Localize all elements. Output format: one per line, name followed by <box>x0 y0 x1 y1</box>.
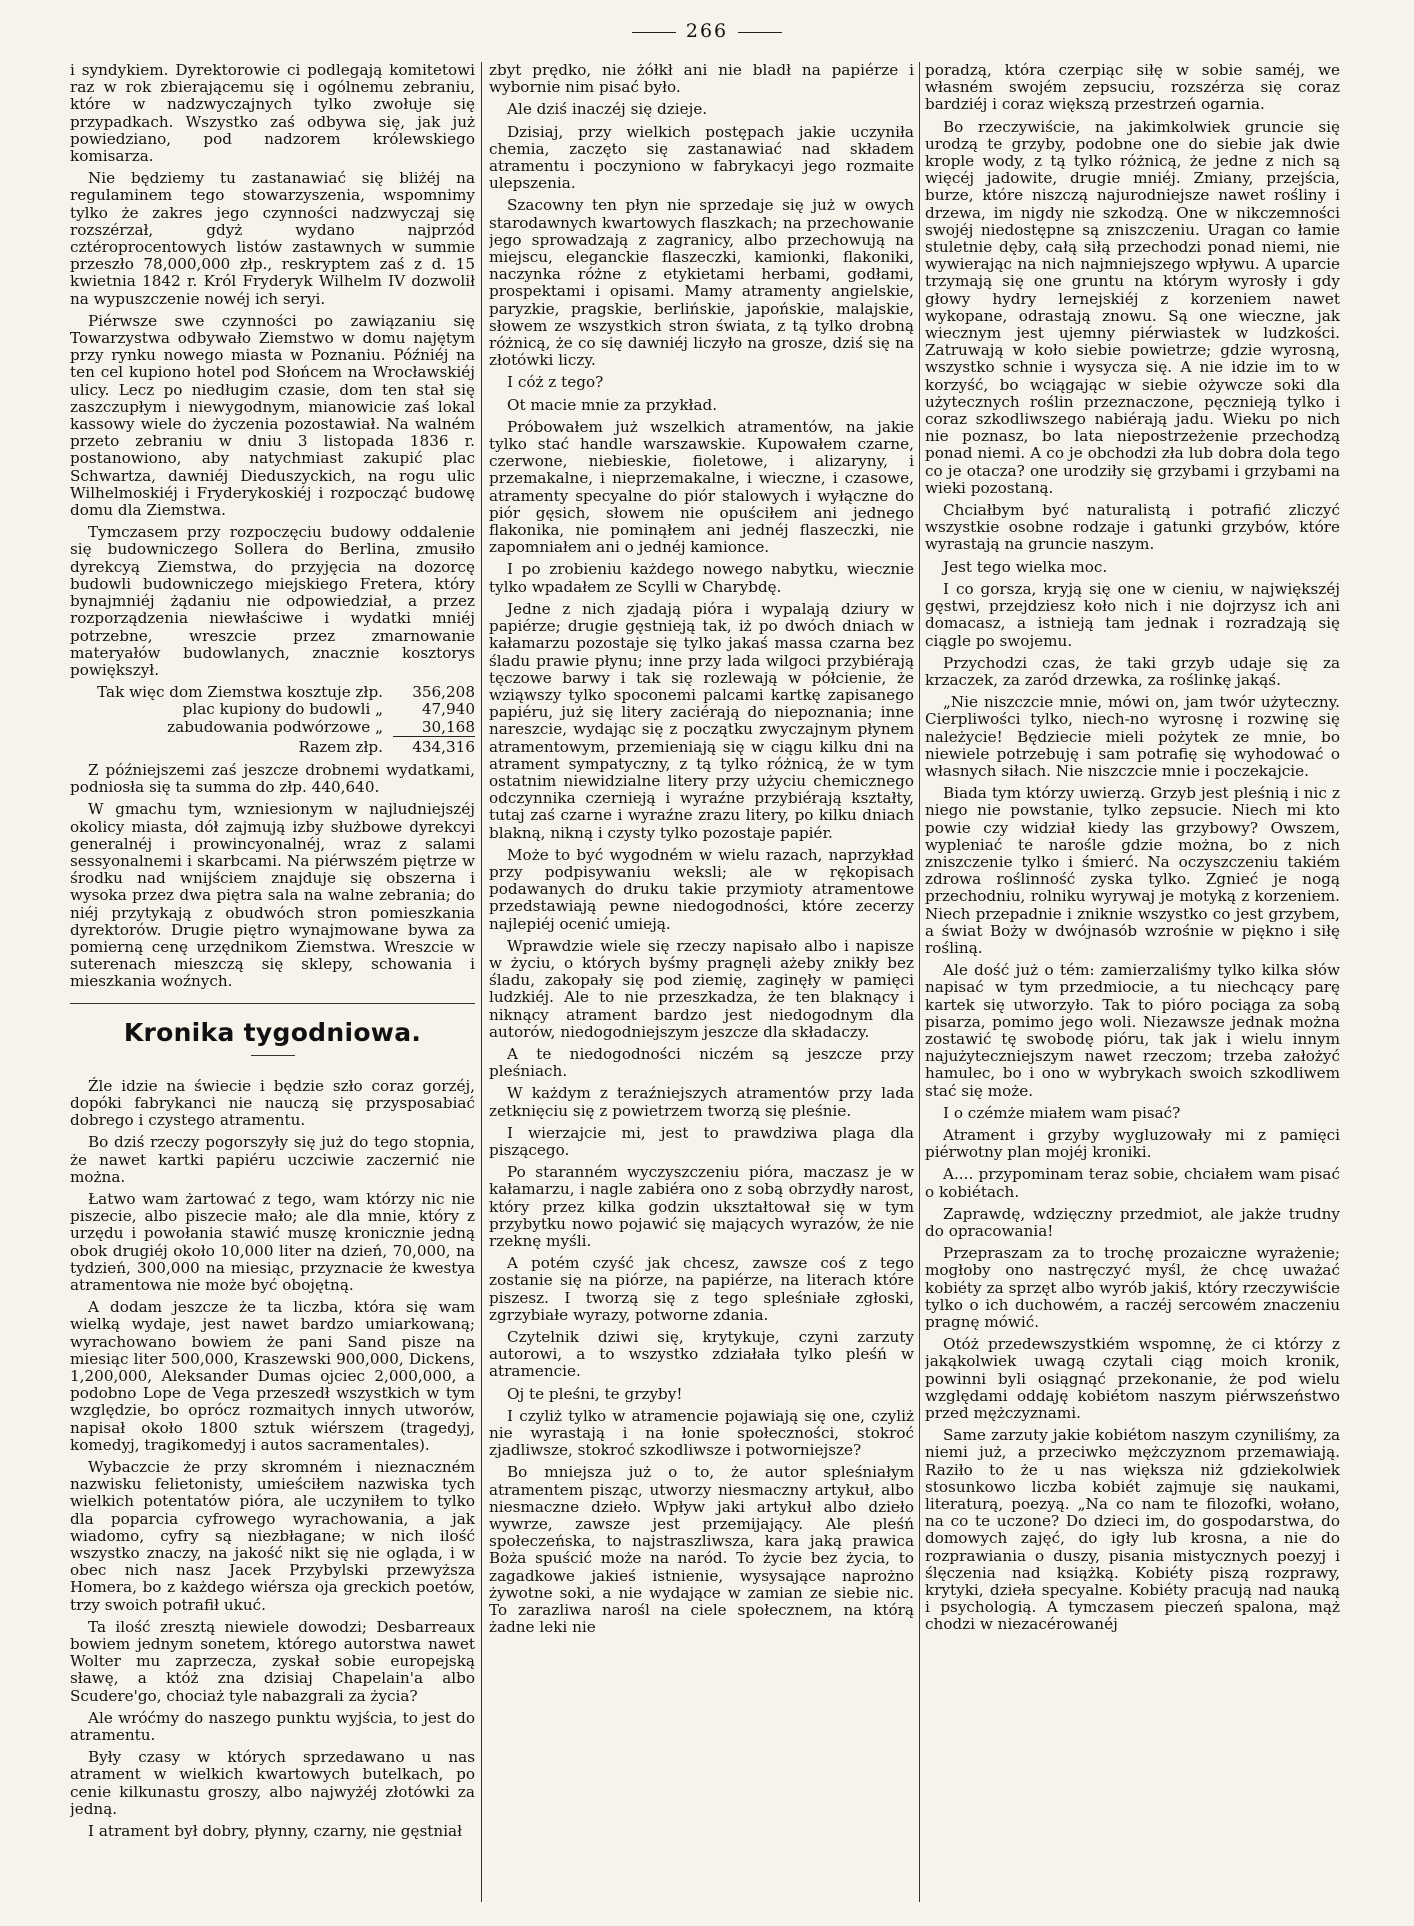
paragraph: Zaprawdę, wdzięczny przedmiot, ale jakże trudny do opracowania! <box>925 1204 1340 1240</box>
paragraph: Były czasy w których sprzedawano u nas atrament w wielkich kwartowych butelkach, po cenie kilkunastu groszy, albo najwyżéj złotówki za jedną. <box>70 1748 475 1818</box>
paragraph: W każdym z teraźniejszych atramentów przy lada zetknięciu się z powietrzem tworzą się pleśnie. <box>489 1084 914 1120</box>
paragraph: Ale dość już o tém: zamierzaliśmy tylko kilka słów napisać w tym przedmiocie, a tu niechcący parę kartek się utworzyło. Tak to pióro pociąga za sobą pisarza, pomimo jego woli. Niezawsze jednak można zostawić tę swobodę pióru, tak jak i wielu innym najużyteczniejszym nawet rzeczom; trzeba założyć hamulec, bo i ono w wybrykach swoich szkodliwem stać się może. <box>925 961 1340 1100</box>
section-divider <box>70 1003 475 1004</box>
paragraph: Wprawdzie wiele się rzeczy napisało albo i napisze w życiu, o których byśmy pragnęli ażeby znikły bez śladu, zakopały się pod ziemię, zaginęły w pamięci ludzkiéj. Ale to nie przeszkadza, że ten blaknący i niknący atrament bardzo jest niedogodnym dla autorów, niedogodniejszym jeszcze dla składaczy. <box>489 936 914 1041</box>
column-divider-right <box>919 62 920 1902</box>
paragraph: Tymczasem przy rozpoczęciu budowy oddalenie się budowniczego Sollera do Berlina, zmusiło dyrekcyą Ziemstwa, do przyjęcia na dozorcę budowli budowniczego miejskiego Fretera, który bynajmniéj żądaniu nie odpowiedział, a przez rozporządzenia niewłaściwe i wydatki mniéj potrzebne, wreszcie przez zmarnowanie materyałów budowlanych, znacznie kosztorys powiększył. <box>70 523 475 679</box>
cost-amount: 30,168 <box>421 717 475 736</box>
paragraph: Dzisiaj, przy wielkich postępach jakie uczyniła chemia, zaczęto się zastanawiać nad składem atramentu i poczyniono w fabrykacyi jego rozmaite ulepszenia. <box>489 122 914 193</box>
column-2 <box>489 62 914 1902</box>
paragraph: Ot macie mnie za przykład. <box>507 395 718 414</box>
paragraph: Jedne z nich zjadają pióra i wypalają dziury w papiérze; drugie gęstnieją tak, iż po dwóch dniach w kałamarzu pozostaje się tylko jakaś massa czarna bez śladu prawie płynu; inne przy lada wilgoci przybiérają tęczowe barwy i tak się rozlewają w półcienie, że wziąwszy tylko spoconemi palcami kartkę zapisanego papiéru, już się litery zaciérają do niepoznania; inne nareszcie, wydając się z początku zwyczajnym płynem atramentowym, przemieniają się w ciągu kilku dni na atrament sympatyczny, z tą tylko różnicą, że w tym ostatnim niewidzialne litery przy użyciu chemicznego odczynnika czernieją i wyraźne przybiérają kształty, tutaj zaś czarne i wyraźne zrazu litery, po kilku dniach blakną, nikną i czysty tylko pozostaje papiér. <box>489 599 914 842</box>
paragraph: Ale wróćmy do naszego punktu wyjścia, to jest do atramentu. <box>70 1708 475 1745</box>
paragraph: i syndykiem. Dyrektorowie ci podlegają komitetowi raz w rok zbierającemu się i ogólnemu zebraniu, które w nadzwyczajnych tylko zwołuje się przypadkach. Wszystko zaś odbywa się, jak już powiedziano, pod nadzorem królewskiego komisarza. <box>70 62 475 166</box>
title-underline <box>251 1055 295 1056</box>
paragraph: zbyt prędko, nie żółkł ani nie bladł na papiérze i wybornie nim pisać było. <box>489 62 914 97</box>
cost-label: Tak więc dom Ziemstwa kosztuje złp. <box>97 683 383 702</box>
paragraph: I wierzajcie mi, jest to prawdziwa plaga dla piszącego. <box>489 1123 914 1159</box>
paragraph: I atrament był dobry, płynny, czarny, nie gęstniał <box>88 1822 463 1841</box>
paragraph: Atrament i grzyby wygluzowały mi z pamięci piérwotny plan mojéj kroniki. <box>925 1125 1340 1162</box>
paragraph: I czyliż tylko w atramencie pojawiają się one, czyliż nie wyrastają i na łonie społeczności, stokroć zjadliwsze, stokroć szkodliwsze i potworniejsze? <box>489 1406 914 1460</box>
paragraph: Bo rzeczywiście, na jakimkolwiek gruncie się urodzą te grzyby, podobne one do siebie jak dwie krople wody, z tą tylko różnicą, że jedne z nich są więcéj jadowite, drugie mniéj. Zmiany, przejścia, burze, które niszczą najurodniejsze nawet rośliny i drzewa, im nigdy nie szkodzą. One w nikczemności swojéj niedostępne są zniszczeniu. Uragan co łamie stuletnie dęby, całą siłą przechodzi ponad niemi, nie wywierając na nich najmniejszego wpływu. A uparcie trzymają się one gruntu na którym wyrosły i gdy głowy hydry lernejskiéj z korzeniem nawet wykopane, odrastają znowu. Są one wieczne, jak wiecznym jest ujemny piérwiastek w ludzkości. Zatruwają w koło siebie powietrze; gdzie wyrosną, wszystko schnie i wysycza się. A nie idzie im to w korzyść, bo wciągając w siebie ożywcze soki dla użytecznych roślin przeznaczone, pęcznieją tylko i coraz szkodliwszego nabiérają jadu. Wieku po nich nie poznasz, bo lata niepostrzeżenie przechodzą ponad niemi. A co je obchodzi zła lub dobra dola tego co je otacza? one urodziły się grzybami i grzybami na wieki pozostaną. <box>925 117 1340 497</box>
cost-row <box>70 719 475 736</box>
paragraph: Piérwsze swe czynności po zawiązaniu się Towarzystwa odbywało Ziemstwo w domu najętym przy rynku nowego miasta w Poznaniu. Późniéj na ten cel kupiono hotel pod Słońcem na Wrocławskiéj ulicy. Lecz po niedługim czasie, dom ten stał się zaszczupłym i niewygodnym, mianowicie zaś lokal kassowy wiele do życzenia pozostawiał. Na walném przeto zebraniu w dniu 3 listopada 1836 r. postanowiono, aby natychmiast zakupić plac Schwartza, dawniéj Dieduszyckich, na rogu ulic Wilhelmoskiéj i Fryderykoskiéj i rozpocząć budowę domu dla Ziemstwa. <box>70 311 475 520</box>
paragraph: Źle idzie na świecie i będzie szło coraz gorzéj, dopóki fabrykanci nie nauczą się przysposabiać dobrego i czystego atramentu. <box>70 1076 475 1130</box>
paragraph: Próbowałem już wszelkich atramentów, na jakie tylko stać handle warszawskie. Kupowałem czarne, czerwone, niebieskie, fioletowe, i alizaryny, i przemakalne, i nieprzemakalne, i wieczne, i czasowe, atramenty specyalne do piór stalowych i wyłączne do piór gęsich, słowem nie opuściłem ani jednego flakonika, nie pominąłem ani jednéj flaszeczki, nie zapomniałem ani o jednéj kamionce. <box>489 417 914 557</box>
paragraph: I co gorsza, kryją się one w cieniu, w największéj gęstwi, przejdziesz koło nich i nie dojrzysz ich ani domacasz, a istnieją tam jednak i rozradzają się ciągle po swojemu. <box>925 579 1340 650</box>
paragraph: A dodam jeszcze że ta liczba, która się wam wielką wydaje, jest nawet bardzo umiarkowaną; wyrachowano bowiem że pani Sand pisze na miesiąc liter 500,000, Kraszewski 900,000, Dickens, 1,200,000, Aleksander Dumas ojciec 2,000,000, a podobno Lope de Vega przeszedł wszystkich w tym względzie, bo oprócz rozmaitych innych utworów, napisał około 1800 sztuk wiérszem (tragedyj, komedyj, tragikomedyj i autos sacramentales). <box>70 1298 475 1454</box>
cost-total-row <box>70 736 475 756</box>
section-title: Kronika tygodniowa. <box>123 1017 422 1047</box>
paragraph: Łatwo wam żartować z tego, wam którzy nic nie piszecie, albo piszecie mało; ale dla mnie, który z urzędu i powołania stawić muszę kronicznie jedną obok drugiéj około 10,000 liter na dzień, 70,000, na tydzień, 300,000 na miesiąc, przyznacie że kwestya atramentowa nie może być obojętną. <box>70 1189 475 1294</box>
paragraph: Przychodzi czas, że taki grzyb udaje się za krzaczek, za zaród drzewka, za roślinkę jakąś. <box>925 653 1340 689</box>
paragraph: I po zrobieniu każdego nowego nabytku, wiecznie tylko wpadałem ze Scylli w Charybdę. <box>489 560 914 596</box>
paragraph: A te niedogodności niczém są jeszcze przy pleśniach. <box>489 1044 914 1081</box>
paragraph: Bo mniejsza już o to, że autor spleśniałym atramentem pisząc, utworzy niesmaczny artykuł, albo niesmaczne dzieło. Wpływ jaki artykuł albo dzieło wywrze, zawsze jest przemijający. Ale pleśń społeczeńska, to najstraszliwsza, kara jaką prawica Boża spuścić może na naród. To życie bez życia, to zagadkowe jakieś istnienie, wysysające naprożno żywotne soki, a nie wydające w zamian ze siebie nic. To zarazliwa narośl na ciele społecznem, na którą żadne leki nie <box>489 1463 914 1637</box>
paragraph: I cóż z tego? <box>507 373 604 392</box>
paragraph: Chciałbym być naturalistą i potrafić zliczyć wszystkie osobne rodzaje i gatunki grzybów, które wyrastają na gruncie naszym. <box>925 501 1340 554</box>
cost-row <box>70 701 475 718</box>
page-number: 266 <box>0 20 1414 42</box>
paragraph: Szacowny ten płyn nie sprzedaje się już w owych starodawnych kwartowych flaszkach; na przechowanie jego sprowadzają z zagranicy, albo przechowują na miejscu, eleganckie flaszeczki, kamionki, flakoniki, naczynka różne z etykietami herbami, godłami, prospektami i opisami. Mamy atramenty angielskie, paryzkie, pragskie, berlińskie, japońskie, malajskie, słowem ze wszystkich stron świata, z tą tylko drobną różnicą, że co się dawniéj liczyło na grosze, dziś się na złotówki liczy. <box>489 196 914 370</box>
paragraph: Otóż przedewszystkiém wspomnę, że ci którzy z jakąkolwiek uwagą czytali ciąg moich kronik, powinni byli osiągnąć przekonanie, że pod wielu względami oddaję kobiétom naszym piérwszeństwo przed mężczyznami. <box>925 1335 1340 1423</box>
paragraph: A.... przypominam teraz sobie, chciałem wam pisać o kobiétach. <box>925 1165 1340 1201</box>
paragraph: Czytelnik dziwi się, krytykuje, czyni zarzuty autorowi, a to wszystko zdziałała tylko pleśń w atramencie. <box>489 1328 914 1381</box>
cost-table <box>70 684 475 756</box>
paragraph: I o czémże miałem wam pisać? <box>943 1103 1181 1122</box>
cost-total-amount: 434,316 <box>393 736 475 756</box>
paragraph: Bo dziś rzeczy pogorszyły się już do tego stopnia, że nawet kartki papiéru uczciwie zaczernić nie można. <box>70 1133 475 1186</box>
paragraph: Z późniejszemi zaś jeszcze drobnemi wydatkami, podniosła się ta summa do złp. 440,640. <box>70 760 475 797</box>
paragraph: „Nie niszczcie mnie, mówi on, jam twór użyteczny. Cierpliwości tylko, niech-no wyrosnę i rozwinę się należycie! Będziecie mieli pożytek ze mnie, bo niewiele potrzebuję i sam potrafię się wyhodować o własnych siłach. Nie niszczcie mnie i poczekajcie. <box>925 693 1340 780</box>
cost-amount: 47,940 <box>421 700 475 719</box>
paragraph: poradzą, która czerpiąc siłę w sobie saméj, we własném swojém zepsuciu, rozszérza się coraz bardziéj i coraz większą przestrzeń ogarnia. <box>925 62 1340 114</box>
paragraph: Może to być wygodném w wielu razach, naprzykład przy podpisywaniu weksli; ale w rękopisach podawanych do druku takie przymioty atramentowe przedstawiają pewne niedogodności, które zecerzy najlepiéj ocenić umieją. <box>489 845 914 933</box>
cost-amount: 356,208 <box>412 683 475 702</box>
cost-total-label: Razem złp. <box>298 737 383 756</box>
paragraph: A potém czyść jak chcesz, zawsze coś z tego zostanie się na piórze, na papiérze, na literach które piszesz. I tworzą się z tego spleśniałe zgłoski, zgrzybiałe wyrazy, potworne zdania. <box>489 1254 914 1324</box>
paragraph: Przepraszam za to trochę prozaiczne wyrażenie; mogłoby ono nastręczyć myśl, że chcę uważać kobiéty za sprzęt albo wyrób jakiś, który rzeczywiście tylko o ich duchowém, a raczéj sercowém znaczeniu pragnę mówić. <box>925 1244 1340 1332</box>
paragraph: Oj te pleśni, te grzyby! <box>507 1384 683 1403</box>
column-divider-left <box>481 62 482 1902</box>
paragraph: Biada tym którzy uwierzą. Grzyb jest pleśnią i nic z niego nie powstanie, tylko zepsucie. Niech mi kto powie czy widział kiedy las grzybowy? Owszem, wypleniać te narośle gdzie można, bo z nich zniszczenie tylko i śmierć. Na oczyszczeniu takiém zdrowa roślinność zyska tylko. Zgnieć je nogą przechodniu, rolniku wyrywaj je motyką z korzeniem. Niech przepadnie i zniknie wszystko co jest grzybem, a świat Boży w dwójnasób wzrośnie w piękno i siłę rośliną. <box>925 784 1340 957</box>
paragraph: Nie będziemy tu zastanawiać się bliżéj na regulaminem tego stowarzyszenia, wspomnimy tylko że zakres jego czynności nadzwyczaj się rozszérzał, gdyż wydano najprzód cztéroprocentowych listów zastawnych w summie przeszło 78,000,000 złp., reskryptem zaś z d. 15 kwietnia 1842 r. Król Fryderyk Wilhelm IV dozwolił na wypuszczenie nowéj ich seryi. <box>70 169 475 308</box>
column-3 <box>925 62 1340 1902</box>
cost-row <box>70 684 475 701</box>
cost-label: plac kupiony do budowli „ <box>182 700 383 719</box>
column-1 <box>70 62 475 1902</box>
cost-label: zabudowania podwórzowe „ <box>167 717 383 736</box>
paragraph: Po staranném wyczyszczeniu pióra, maczasz je w kałamarzu, i nagle zabiéra ono z sobą obrzydły narost, który przez kilka godzin ukształtował się w tym przybytku nowo pojawić się mających wyrazów, że nie rzeknę myśli. <box>489 1163 914 1250</box>
paragraph: Ale dziś inaczéj się dzieje. <box>507 100 708 119</box>
paragraph: Ta ilość zresztą niewiele dowodzi; Desbarreaux bowiem jednym sonetem, którego autorstwa nawet Wolter mu zaprzecza, zyskał sobie europejską sławę, a któż zna dzisiaj Chapelain'a albo Scudere'go, chociaż tyle nabazgrali za życia? <box>70 1617 475 1705</box>
paragraph: Jest tego wielka moc. <box>943 557 1108 576</box>
paragraph: W gmachu tym, wzniesionym w najludniejszéj okolicy miasta, dół zajmują izby służbowe dyrekcyi generalnéj i prowincyonalnéj, wraz z salami sessyonalnemi i skarbcami. Na piérwszém piętrze w środku nad wnijściem znajduje się obszerna i wysoka przez dwa piętra sala na walne zebrania; do niéj przytykają z obudwóch stron pomieszkania dyrektorów. Drugie piętro wynajmowane bywa za pomierną cenę urzędnikom Ziemstwa. Wreszcie w suterenach mieszczą się sklepy, schowania i mieszkania woźnych. <box>70 800 475 991</box>
paragraph: Same zarzuty jakie kobiétom naszym czyniliśmy, za niemi już, a przeciwko mężczyznom przemawiają. Raziło to że u nas większa niż gdziekolwiek stosunkowo liczba kobiét zajmuje się naukami, literaturą, poezyą. „Na co nam te filozofki, wołano, na co te uczone? Do dzieci im, do gospodarstwa, do domowych zajęć, do igły lub krosna, a nie do rozprawiania o duszy, pisania mistycznych poezyj i ślęczenia nad książką. Kobiéty piszą rozprawy, krytyki, dzieła specyalne. Kobiéty pracują nad nauką i psychologią. A tymczasem pieczeń spalona, mąż chodzi w niezacérowanéj <box>925 1426 1340 1634</box>
paragraph: Wybaczcie że przy skromném i nieznaczném nazwisku felietonisty, umieściłem nazwiska tych wielkich potentatów pióra, ale uczyniłem to tylko dla poparcia cyfrowego wyrachowania, a jak wiadomo, cyfry są niezbłagane; w nich ilość wszystko znaczy, na jakość nikt się nie ogląda, i w obec nich nasz Jacek Przybylski przewyższa Homera, bo z każdego wiérsza oja greckich poetów, trzy swoich potrafił ukuć. <box>70 1458 475 1614</box>
